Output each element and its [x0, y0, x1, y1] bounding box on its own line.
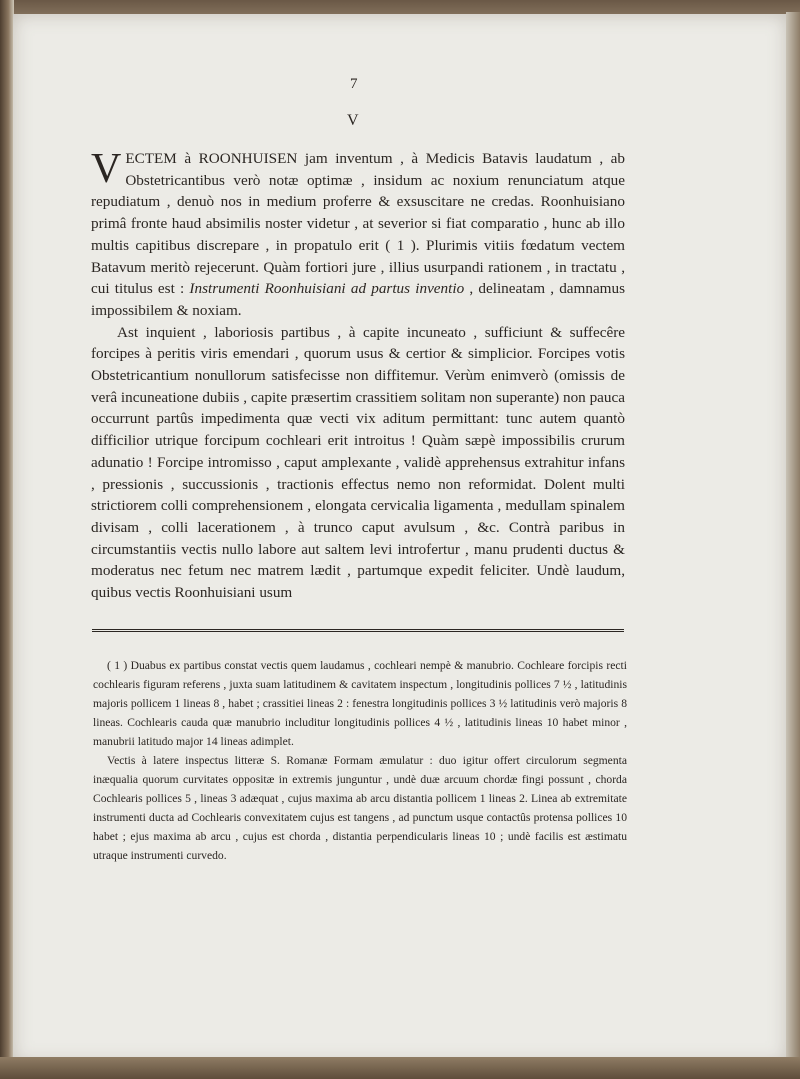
- paragraph-1-text-b: , delineatam , damnamus impossibilem & noxiam.: [91, 280, 626, 319]
- paragraph-2: Ast inquient , laboriosis partibus , à capite incuneato , sufficiunt & suffecêre forcipes à peritis viris emendari , quorum usus & certior & simplicior. Forcipes votis Obstetricantium nonullorum satisfecisse non diffitemur. Verùm enimverò (omissis de verâ incuneatione dubiis , capite præsertim crassitiem solitam non superante) non pauca occurrunt partûs impedimenta quæ vecti vix aditum permittant: tunc autem quantò difficilior utrique forcipum cochleari erit introitus ! Quàm sæpè impossibilis crurum adunatio ! Forcipe intromisso , caput amplexante , validè apprehensus extrahitur infans , pressionis , succussionis , tractionis effectus nemo non reformidat. Dolent multi strictiorem colli comprehensionem , elongata cervicalia ligamenta , medullam spinalem divisam , colli lacerationem , à trunco caput avulsum , &c. Contrà paribus in circumstantiis vectis nullo labore aut saltem levi introfertur , manu prudenti ductus & moderatus nec fetum nec matrem lædit , partumque expedit feliciter. Undè laudum, quibus vectis Roonhuisiani usum: [91, 323, 625, 602]
- footnote-divider: [92, 629, 624, 632]
- paragraph-1-title-italic: Instrumenti Roonhuisiani ad partus inventio: [189, 280, 465, 298]
- section-signature: V: [347, 112, 359, 129]
- footnotes: [93, 656, 627, 865]
- page-number: 7: [350, 76, 358, 92]
- footnote-1: ( 1 ) Duabus ex partibus constat vectis quem laudamus , cochleari nempè & manubrio. Cochleare forcipis recti cochlearis figuram referens , juxta suam latitudinem & cavitatem inspectum , longitudinis pollices 7 ½ , latitudinis majoris pollicem 1 lineas 8 , habet ; crassitiei lineas 2 : fenestra longitudinis pollices 3 ½ latitudinis verò majoris 8 lineas. Cochlearis cauda quæ manubrio includitur longitudinis pollices 4 ½ , latitudinis lineas 10 habet minor , manubrii latitudo major 14 lineas adimplet.: [93, 659, 627, 748]
- page-right-edge: [786, 12, 800, 1064]
- paragraph-1-text-a: ECTEM à ROONHUISEN jam inventum , à Medicis Batavis laudatum , ab Obstetricantibus verò notæ optimæ , insidum ac noxium renunciatum atque repudiatum , denuò nos in medium proferre & exsuscitare ne credas. Roonhuisiano primâ fronte haud absimilis noster videtur , at severior si fiat comparatio , hunc ab illo multis capitibus discrepare , in propatulo erit ( 1 ). Plurimis vitiis fœdatum vectem Batavum meritò rejecerunt. Quàm fortiori jure , illius usurpandi rationem , in tractatu , cui titulus est :: [91, 150, 625, 298]
- book-spine: [0, 0, 14, 1079]
- paragraph-1: [91, 148, 625, 322]
- book-bottom-edge: [0, 1057, 800, 1079]
- drop-cap: V: [91, 146, 122, 192]
- footnote-2: Vectis à latere inspectus litteræ S. Romanæ Formam æmulatur : duo igitur offert circulorum segmenta inæqualia quorum curvitates oppositæ in extremis junguntur , undè duæ arcuum chordæ fingi possunt , chorda Cochlearis pollices 5 , lineas 3 adæquat , cujus maxima ab arcu distantia pollicem 1 lineas 2. Linea ab extremitate instrumenti ducta ad Cochlearis convexitatem cujus est tangens , ad punctum usque contactûs protensa pollices 10 habet ; ejus maxima ab arcu , cujus est chorda , distantia perpendicularis lineas 10 ; undè facilis est æstimatu utraque instrumenti curvedo.: [93, 754, 627, 862]
- main-text: [91, 148, 625, 604]
